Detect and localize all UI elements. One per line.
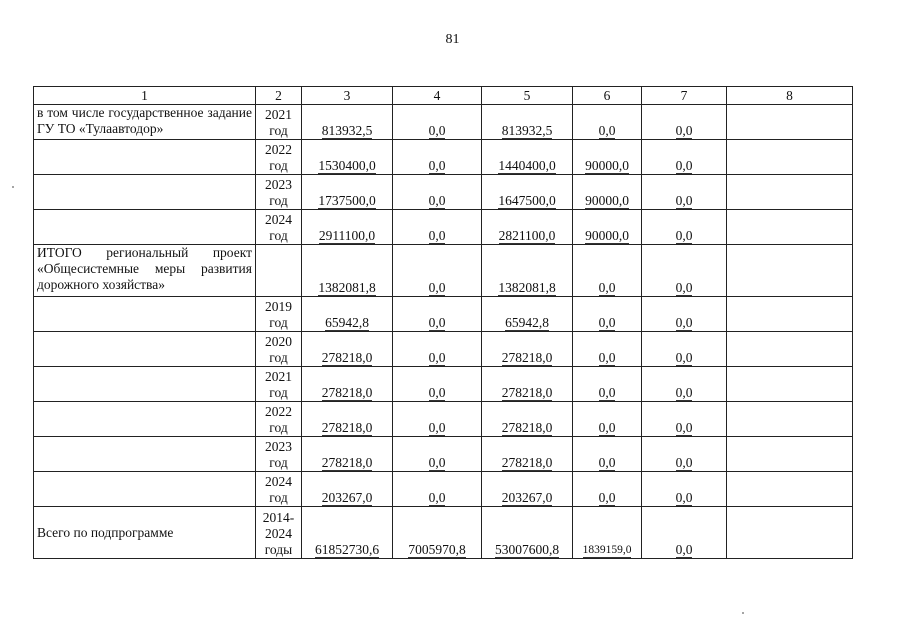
cell-col8 [727,332,853,367]
cell-col7: 0,0 [675,420,693,435]
col-header-8: 8 [727,87,853,105]
cell-col4: 0,0 [428,123,446,138]
cell-col3: 61852730,6 [314,542,380,557]
col-header-3: 3 [302,87,393,105]
scan-speck [12,186,14,188]
row-name [34,332,256,367]
cell-col3: 813932,5 [321,123,373,138]
cell-col7: 0,0 [675,158,693,173]
table-row [34,175,853,210]
row-name [34,297,256,332]
cell-col8 [727,297,853,332]
cell-col7: 0,0 [675,228,693,243]
cell-col6: 0,0 [598,123,616,138]
row-name [34,367,256,402]
cell-col8 [727,437,853,472]
cell-col8 [727,367,853,402]
cell-col6: 0,0 [598,385,616,400]
cell-col4: 0,0 [428,315,446,330]
col-header-4: 4 [393,87,482,105]
row-period: 2014-2024 годы [256,507,302,559]
cell-col3: 2911100,0 [318,228,376,243]
cell-col5: 2821100,0 [498,228,556,243]
cell-col7: 0,0 [675,455,693,470]
cell-col8 [727,507,853,559]
row-name [34,402,256,437]
row-period: 2022 год [256,402,302,437]
table-row [34,367,853,402]
cell-col7: 0,0 [675,385,693,400]
row-name [34,437,256,472]
cell-col4: 0,0 [428,455,446,470]
cell-col3: 278218,0 [321,420,373,435]
cell-col3: 1737500,0 [318,193,376,208]
cell-col8 [727,140,853,175]
cell-col5: 278218,0 [501,455,553,470]
cell-col6: 0,0 [598,455,616,470]
cell-col8 [727,175,853,210]
row-period: 2020 год [256,332,302,367]
table-row [34,472,853,507]
cell-col5: 53007600,8 [494,542,560,557]
row-name: ИТОГО региональный проект «Общесистемные меры развития дорожного хозяйства» [34,245,256,297]
table-row [34,210,853,245]
cell-col3: 278218,0 [321,455,373,470]
cell-col8 [727,245,853,297]
cell-col7: 0,0 [675,280,693,295]
cell-col8 [727,402,853,437]
cell-col6: 0,0 [598,490,616,505]
cell-col5: 203267,0 [501,490,553,505]
row-period: 2024 год [256,472,302,507]
row-period: 2022 год [256,140,302,175]
row-name [34,140,256,175]
cell-col3: 1530400,0 [318,158,376,173]
cell-col7: 0,0 [675,315,693,330]
cell-col3: 278218,0 [321,385,373,400]
row-period: 2024 год [256,210,302,245]
cell-col7: 0,0 [675,542,693,557]
cell-col5: 278218,0 [501,385,553,400]
cell-col4: 0,0 [428,158,446,173]
cell-col5: 65942,8 [505,315,549,330]
col-header-5: 5 [482,87,573,105]
cell-col3: 65942,8 [325,315,369,330]
row-period: 2023 год [256,437,302,472]
row-period: 2023 год [256,175,302,210]
cell-col7: 0,0 [675,350,693,365]
cell-col6: 0,0 [598,315,616,330]
header-row [34,87,853,105]
cell-col6: 1839159,0 [582,544,632,556]
col-header-2: 2 [256,87,302,105]
cell-col7: 0,0 [675,193,693,208]
cell-col8 [727,105,853,140]
row-name [34,472,256,507]
row-period [256,245,302,297]
cell-col8 [727,210,853,245]
cell-col5: 813932,5 [501,123,553,138]
cell-col4: 0,0 [428,280,446,295]
cell-col5: 1440400,0 [498,158,556,173]
cell-col5: 1647500,0 [498,193,556,208]
cell-col6: 0,0 [598,420,616,435]
cell-col7: 0,0 [675,490,693,505]
cell-col4: 0,0 [428,193,446,208]
cell-col5: 278218,0 [501,420,553,435]
cell-col3: 1382081,8 [318,280,376,295]
cell-col5: 1382081,8 [498,280,556,295]
cell-col4: 0,0 [428,228,446,243]
row-period: 2019 год [256,297,302,332]
row-period: 2021 год [256,105,302,140]
col-header-6: 6 [573,87,642,105]
table-row [34,140,853,175]
col-header-1: 1 [34,87,256,105]
row-name: Всего по подпрограмме [34,507,256,559]
scan-speck [742,612,744,614]
cell-col8 [727,472,853,507]
cell-col3: 203267,0 [321,490,373,505]
cell-col4: 0,0 [428,350,446,365]
cell-col7: 0,0 [675,123,693,138]
table-row [34,245,853,297]
page-number: 81 [445,32,460,47]
cell-col4: 7005970,8 [408,542,466,557]
budget-table [33,86,853,559]
table-row [34,437,853,472]
row-name: в том числе государственное задание ГУ ТО «Тулаавтодор» [34,105,256,140]
cell-col3: 278218,0 [321,350,373,365]
cell-col6: 90000,0 [585,158,629,173]
table-row [34,297,853,332]
row-name [34,210,256,245]
cell-col6: 0,0 [598,350,616,365]
cell-col4: 0,0 [428,490,446,505]
table-row [34,105,853,140]
row-name [34,175,256,210]
cell-col4: 0,0 [428,385,446,400]
row-period: 2021 год [256,367,302,402]
cell-col4: 0,0 [428,420,446,435]
col-header-7: 7 [642,87,727,105]
cell-col6: 0,0 [598,280,616,295]
table-row-total [34,507,853,559]
table-row [34,332,853,367]
cell-col6: 90000,0 [585,193,629,208]
cell-col6: 90000,0 [585,228,629,243]
table-row [34,402,853,437]
cell-col5: 278218,0 [501,350,553,365]
